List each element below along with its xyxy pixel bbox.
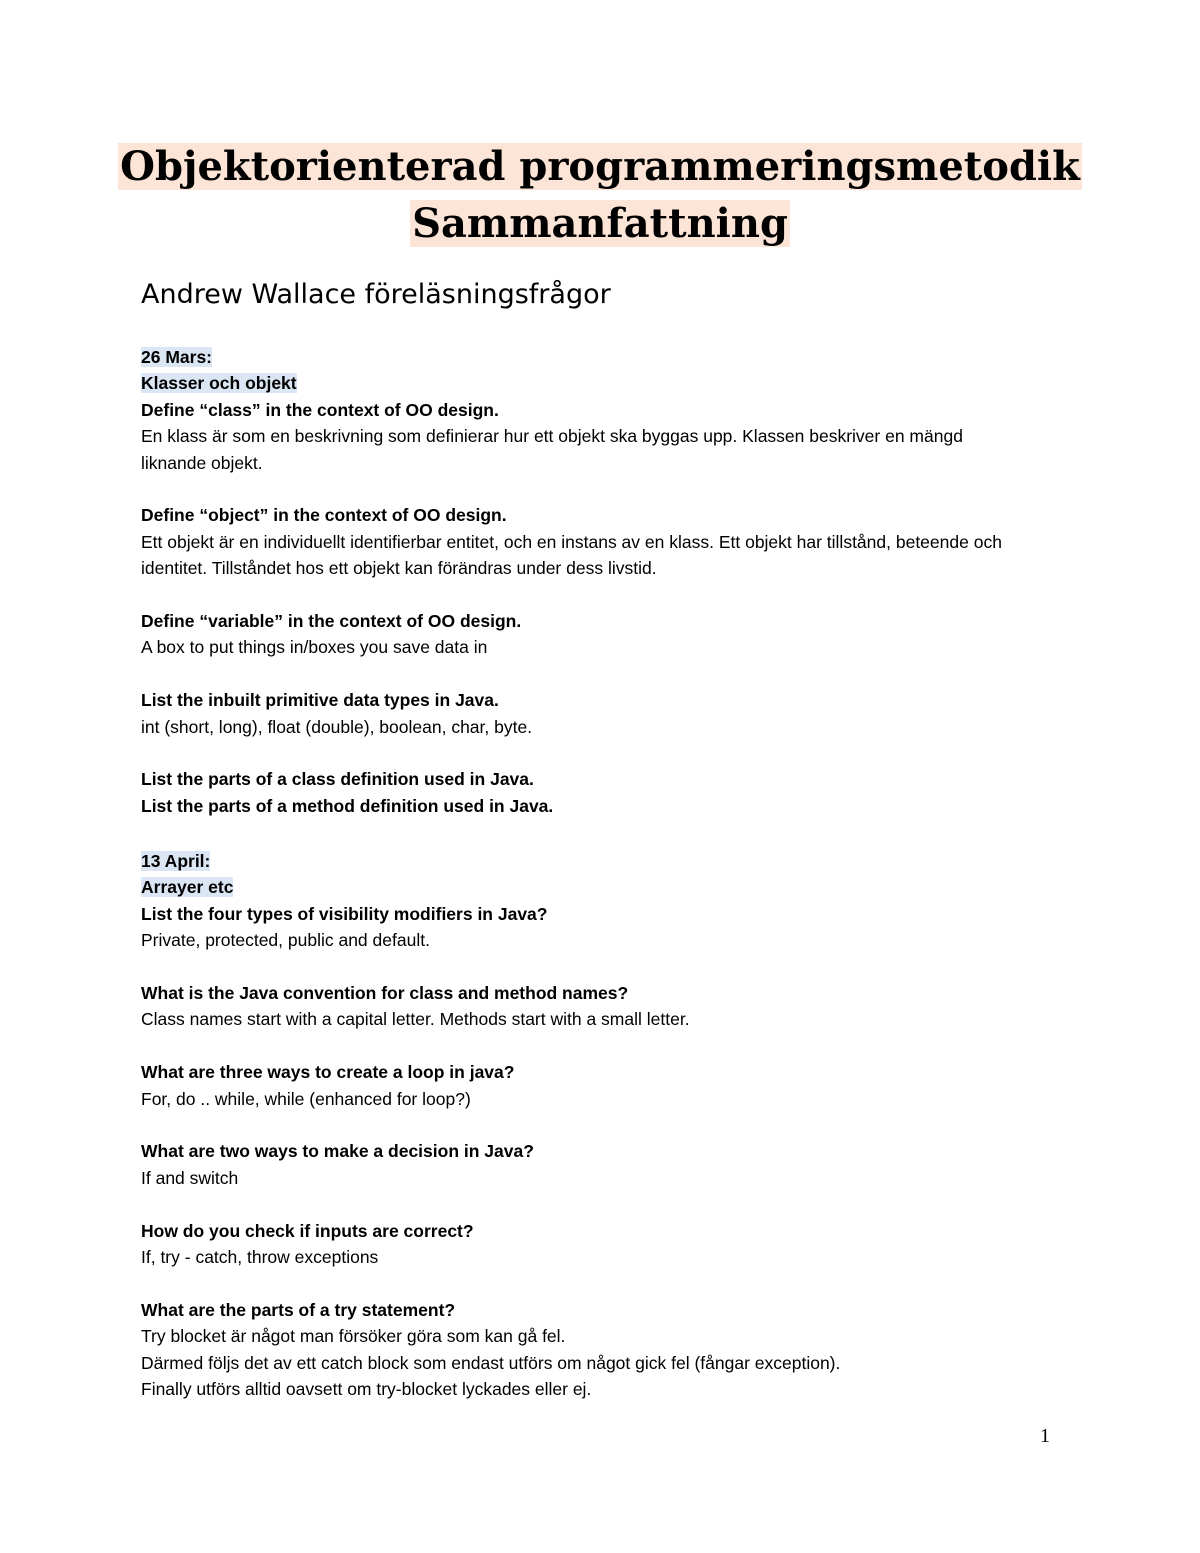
question: Define “class” in the context of OO design. (141, 399, 499, 420)
question: List the inbuilt primitive data types in Java. (141, 690, 499, 711)
question: Define “object” in the context of OO design. (141, 505, 507, 526)
answer: Try blocket är något man försöker göra som kan gå fel. (141, 1326, 566, 1347)
section-26-mars (141, 344, 1021, 819)
question: List the four types of visibility modifiers in Java? (141, 903, 548, 924)
section-13-april (141, 848, 1021, 1402)
title-sub: Sammanfattning (412, 200, 788, 247)
answer: If and switch (141, 1167, 239, 1188)
answer: For, do .. while, while (enhanced for loop?) (141, 1088, 471, 1109)
document-subtitle: Andrew Wallace föreläsningsfrågor (141, 279, 611, 310)
answer: Class names start with a capital letter. Methods start with a small letter. (141, 1009, 690, 1030)
section-topic: Klasser och objekt (141, 373, 297, 394)
title-main: Objektorienterad programmeringsmetodik (120, 143, 1080, 190)
question: What are the parts of a try statement? (141, 1299, 456, 1320)
question: What is the Java convention for class and method names? (141, 983, 629, 1004)
answer: Därmed följs det av ett catch block som endast utförs om något gick fel (fångar exception). (141, 1352, 841, 1373)
question: How do you check if inputs are correct? (141, 1220, 474, 1241)
answer: A box to put things in/boxes you save data in (141, 637, 488, 658)
answer: Ett objekt är en individuellt identifierbar entitet, och en instans av en klass. Ett objekt har tillstånd, beteende och identitet. Tillståndet hos ett objekt kan förändras under dess livstid. (141, 531, 1002, 579)
answer: int (short, long), float (double), boolean, char, byte. (141, 716, 533, 737)
question: What are two ways to make a decision in Java? (141, 1141, 534, 1162)
answer: En klass är som en beskrivning som definierar hur ett objekt ska byggas upp. Klassen beskriver en mängd liknande objekt. (141, 426, 963, 473)
section-topic: Arrayer etc (141, 877, 234, 898)
question: Define “variable” in the context of OO design. (141, 611, 522, 632)
question: List the parts of a method definition used in Java. (141, 795, 554, 816)
question: What are three ways to create a loop in java? (141, 1062, 515, 1083)
section-date: 26 Mars: (141, 347, 213, 367)
answer: Finally utförs alltid oavsett om try-blocket lyckades eller ej. (141, 1379, 592, 1400)
answer: If, try - catch, throw exceptions (141, 1247, 379, 1268)
title-line-1 (0, 140, 1200, 194)
section-date: 13 April: (141, 851, 211, 871)
page-number: 1 (1040, 1425, 1050, 1447)
question: List the parts of a class definition used in Java. (141, 769, 534, 790)
answer: Private, protected, public and default. (141, 930, 430, 951)
title-line-2 (0, 197, 1200, 251)
